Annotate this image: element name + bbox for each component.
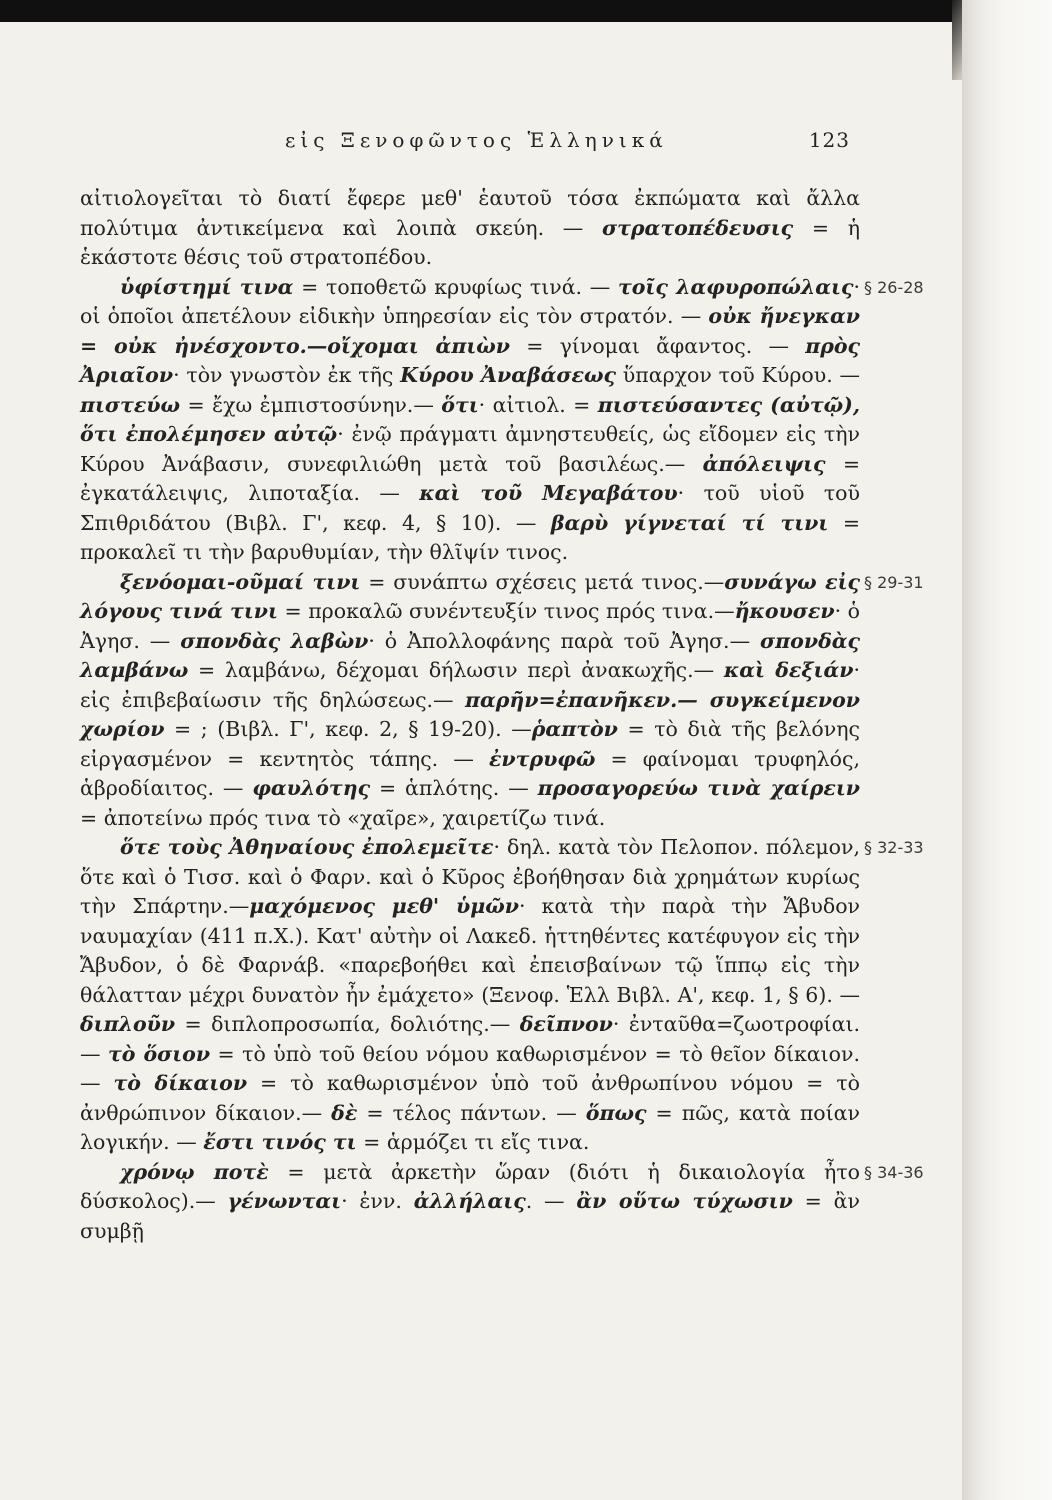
gloss-text: · κατὰ τὴν παρὰ τὴν Ἄβυδον ναυμαχίαν (411 π.Χ.). Κατ' αὐτὴν οἱ Λακεδ. ἡττηθέντες κατέφυγον εἰς τὴν Ἄβυδον, ὁ δὲ Φαρνάβ. «παρεβοήθει καὶ ἐπεισβαίνων τῷ ἵππῳ εἰς τὴν θάλατταν μέχρι δυνατὸν ἦν ἐμάχετο» (Ξενοφ. Ἑλλ Βιβλ. Α', κεφ. 1, § 6). —: [80, 894, 860, 1007]
gloss-text: = πῶς, κατὰ ποίαν λογικήν. —: [80, 1100, 860, 1154]
gloss-text: . —: [525, 1189, 577, 1213]
lemma: ἀλλήλαις: [413, 1189, 526, 1213]
gloss-text: = τοποθετῶ κρυφίως τινά. —: [293, 274, 618, 299]
gloss-text: = προκαλῶ συνέντευξίν τινος πρός τινα.—: [277, 599, 735, 623]
lemma: ῥαπτὸν: [531, 717, 618, 741]
gloss-text: · ἐνν.: [341, 1189, 414, 1213]
paragraph-block: [80, 1158, 924, 1247]
gloss-text: · τὸν γνωστὸν ἐκ τῆς: [173, 363, 401, 387]
gloss-text: = τὸ διὰ τῆς βελόνης εἰργασμένον = κεντητὸς τάπης. —: [80, 717, 860, 771]
gloss-text: = ἀποτείνω πρός τινα τὸ «χαῖρε», χαιρετίζω τινά.: [80, 805, 606, 830]
lemma: διπλοῦν: [80, 1012, 176, 1036]
lemma: πιστεύω: [80, 392, 181, 417]
margin-section-ref: § 29-31: [864, 572, 924, 592]
gloss-text: · ἐνῷ πράγματι ἀμνηστευθείς, ὡς εἴδομεν εἰς τὴν Κύρου Ἀνάβασιν, συνεφιλιώθη μετὰ τοῦ βασιλέως.—: [80, 422, 860, 476]
gloss-text: = ἁρμόζει τι εἴς τινα.: [356, 1130, 590, 1154]
lemma: δὲ: [331, 1100, 358, 1125]
lemma: τὸ δίκαιον: [113, 1071, 248, 1095]
gloss-text: · ὁ Ἀγησ. —: [80, 599, 861, 653]
margin-section-ref: § 32-33: [864, 838, 924, 857]
lemma: ἤκουσεν: [734, 599, 835, 623]
gloss-text: · ἐνταῦθα=ζωοτροφίαι.—: [80, 1012, 860, 1066]
lemma: χρόνῳ ποτὲ: [120, 1159, 269, 1184]
gloss-text: = ἐγκατάλειψις, λιποταξία. —: [80, 451, 860, 505]
gloss-text: = διπλοπροσωπία, δολιότης.—: [175, 1012, 520, 1036]
lemma: ἂν οὕτω τύχωσιν: [576, 1189, 793, 1213]
gloss-text: = συνάπτω σχέσεις μετά τινος.—: [360, 569, 725, 594]
gloss-text: = προκαλεῖ τι τὴν βαρυθυμίαν, τὴν θλῖψίν τινος.: [80, 510, 861, 564]
scan-top-edge: [0, 0, 1052, 22]
gloss-text: = μετὰ ἀρκετὴν ὥραν (διότι ἡ δικαιολογία ἦτο δύσκολος).—: [80, 1159, 860, 1213]
gloss-text: · ὁ Ἀπολλοφάνης παρὰ τοῦ Ἀγησ.—: [368, 628, 761, 653]
paragraph-block: [80, 833, 924, 1158]
gloss-text: · οἱ ὁποῖοι ἀπετέλουν εἰδικὴν ὑπηρεσίαν εἰς τὸν στρατόν. —: [80, 274, 860, 328]
gloss-text: αἰτιολογεῖται τὸ διατί ἔφερε μεθ' ἑαυτοῦ τόσα ἐκπώματα καὶ ἄλλα πολύτιμα ἀντικείμενα καὶ λοιπὰ σκεύη. —: [80, 186, 860, 240]
lemma: μαχόμενος μεθ' ὑμῶν: [249, 894, 519, 918]
gloss-text: = ἡ ἑκάστοτε θέσις τοῦ στρατοπέδου.: [80, 215, 860, 269]
paragraph-block: [80, 273, 924, 568]
margin-section-ref: § 26-28: [864, 277, 924, 297]
gloss-text: · τοῦ υἱοῦ τοῦ Σπιθριδάτου (Βιβλ. Γ', κεφ. 4, § 10). —: [80, 481, 860, 535]
paragraph: [80, 184, 860, 273]
margin-section-ref: § 34-36: [864, 1162, 924, 1182]
gloss-text: = ἂν συμβῇ: [80, 1189, 860, 1243]
gloss-text: = ; (Βιβλ. Γ', κεφ. 2, § 19-20). —: [164, 717, 532, 741]
lemma: καὶ τοῦ Μεγαβάτου: [419, 481, 678, 505]
lemma: δεῖπνον: [519, 1012, 613, 1036]
paragraph: [80, 273, 860, 568]
lemma: ὑφίστημί τινα: [120, 274, 294, 299]
lemma: ἐντρυφῶ: [488, 746, 596, 771]
gloss-text: = ἔχω ἐμπιστοσύνην.—: [180, 392, 442, 417]
gloss-text: = τέλος πάντων. —: [357, 1100, 586, 1125]
lemma: γένωνται: [227, 1189, 342, 1213]
gloss-text: = ἁπλότης. —: [370, 776, 538, 800]
lemma: συνάγω εἰς λόγους τινά τινι: [80, 569, 860, 623]
lemma: τὸ ὅσιον: [107, 1041, 211, 1066]
lemma: στρατοπέδευσις: [602, 215, 794, 240]
lemma: σπονδὰς λαμβάνω: [80, 628, 860, 682]
gloss-text: = γίνομαι ἄφαντος. —: [510, 333, 806, 358]
gloss-text: = λαμβάνω, δέχομαι δήλωσιν περὶ ἀνακωχῆς.—: [188, 658, 724, 682]
lemma: προσαγορεύω τινὰ χαίρειν: [537, 776, 860, 800]
lemma: ἔστι τινός τι: [203, 1130, 357, 1154]
gloss-text: ὕπαρχον τοῦ Κύρου. —: [616, 363, 860, 387]
gloss-text: = τὸ ὑπὸ τοῦ θείου νόμου καθωρισμένον = τὸ θεῖον δίκαιον.—: [80, 1041, 860, 1095]
lemma: τοῖς λαφυροπώλαις: [617, 274, 854, 299]
lemma: οὐκ ἤνεγκαν = οὐκ ἠνέσχοντο.—οἴχομαι ἀπιὼν: [80, 304, 860, 358]
paragraph: [80, 1158, 860, 1247]
lemma: πρὸς Ἀριαῖον: [80, 333, 860, 387]
lemma: ὅτε τοὺς Ἀθηναίους ἐπολεμεῖτε: [120, 835, 494, 859]
page-number: 123: [808, 128, 850, 152]
gloss-text: · εἰς ἐπιβεβαίωσιν τῆς δηλώσεως.—: [80, 658, 860, 712]
paragraph-block: [80, 184, 860, 273]
lemma: ὅτι: [441, 392, 479, 417]
lemma: σπονδὰς λαβὼν: [180, 628, 369, 653]
lemma: πιστεύσαντες (αὐτῷ), ὅτι ἐπολέμησεν αὐτῷ: [80, 392, 860, 446]
paragraph: [80, 568, 860, 834]
page-edge-shadow: [962, 0, 1052, 1500]
lemma: παρῆν=ἐπανῆκεν.— συγκείμενον χωρίον: [80, 687, 860, 741]
gloss-text: = τὸ καθωρισμένον ὑπὸ τοῦ ἀνθρωπίνου νόμου = τὸ ἀνθρώπινον δίκαιον.—: [80, 1071, 861, 1125]
gloss-text: = φαίνομαι τρυφηλός, ἁβροδίαιτος. —: [80, 746, 861, 800]
lemma: ξενόομαι-οῦμαί τινι: [120, 569, 361, 594]
running-head: εἰς Ξενοφῶντος Ἑλληνικά: [285, 128, 668, 152]
page-header: [80, 128, 850, 164]
lemma: φαυλότης: [252, 776, 371, 800]
paragraph: [80, 833, 860, 1158]
gloss-text: · αἰτιολ. =: [478, 392, 598, 417]
commentary-text: [80, 184, 924, 1246]
paragraph-block: [80, 568, 924, 834]
lemma: καὶ δεξιάν: [723, 658, 854, 682]
lemma: βαρὺ γίγνεταί τί τινι: [550, 510, 829, 535]
lemma: Κύρου Ἀναβάσεως: [400, 363, 616, 387]
lemma: ἀπόλειψις: [702, 451, 826, 476]
lemma: ὅπως: [585, 1100, 647, 1125]
gloss-text: · δηλ. κατὰ τὸν Πελοπον. πόλεμον, ὅτε καὶ ὁ Τισσ. καὶ ὁ Φαρν. καὶ ὁ Κῦρος ἐβοήθησαν διὰ χρημάτων κυρίως τὴν Σπάρτην.—: [80, 835, 860, 918]
